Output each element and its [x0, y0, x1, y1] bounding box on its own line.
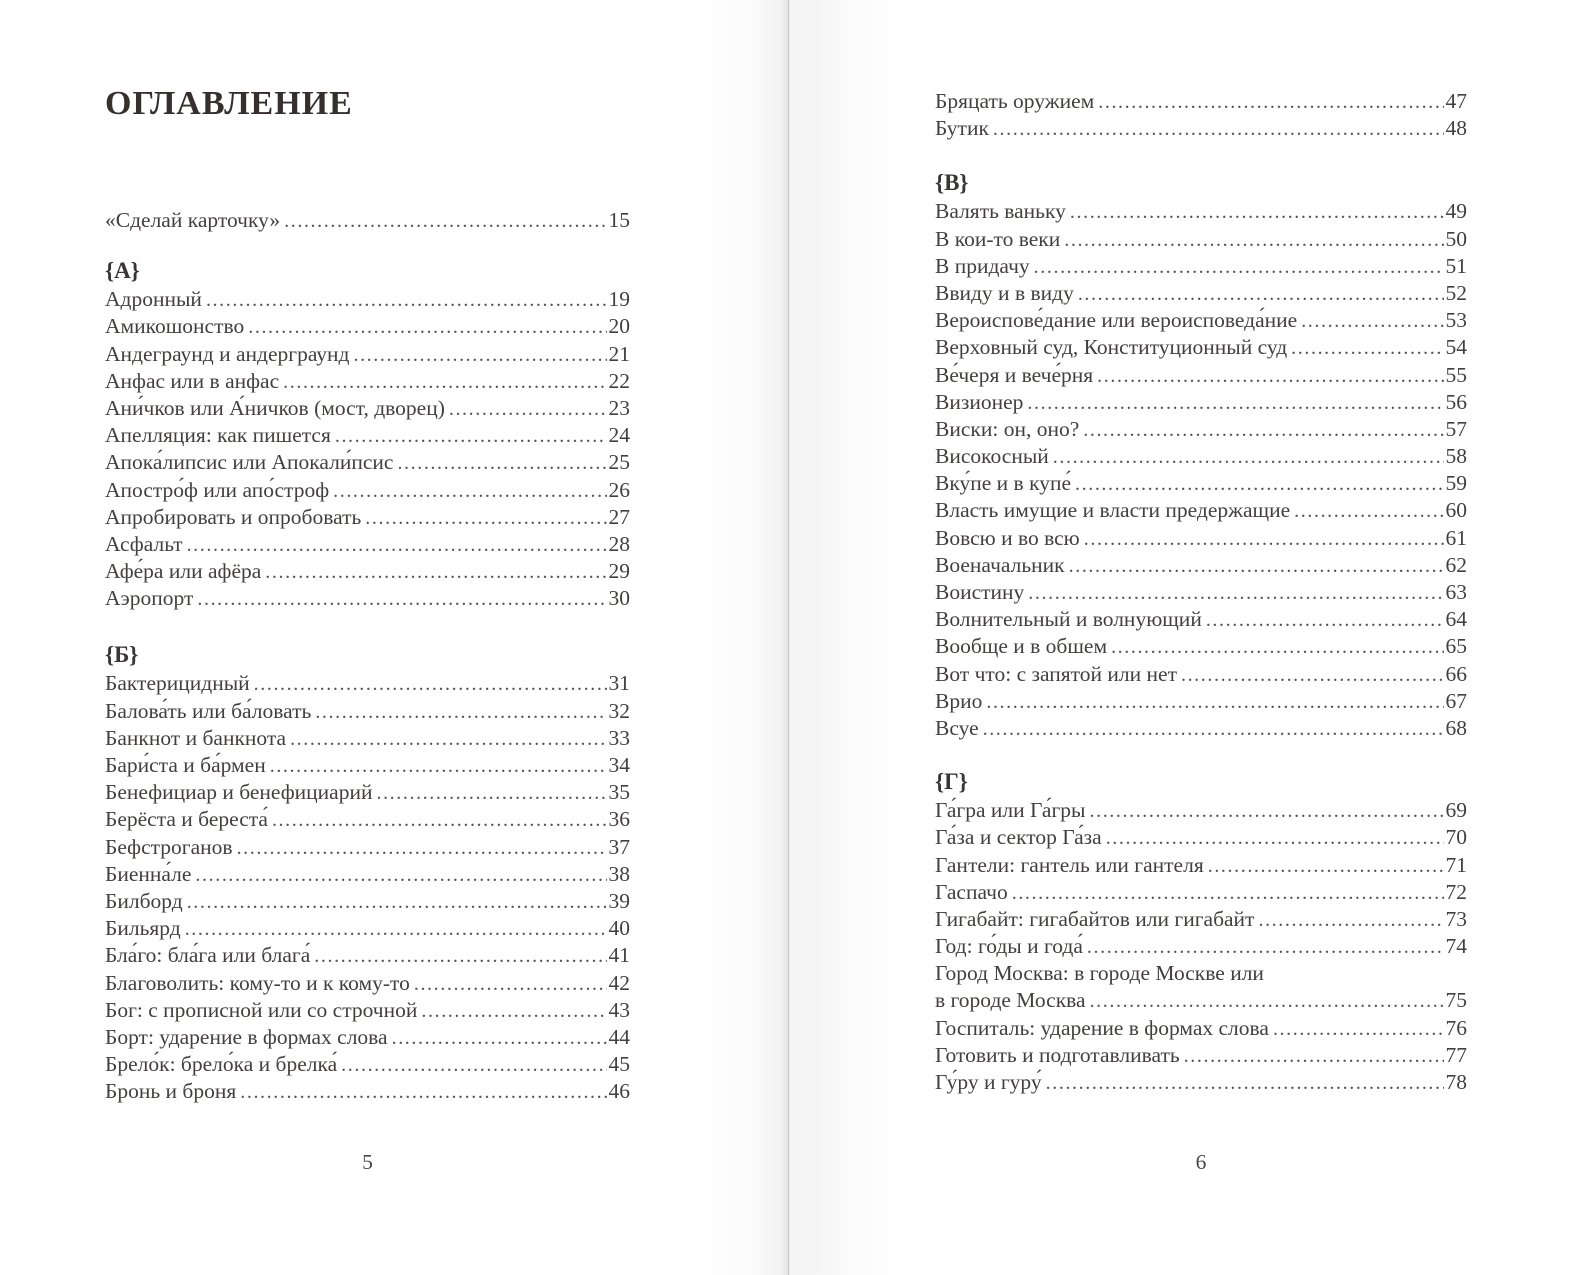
left-page-sections — [105, 207, 630, 1105]
toc-entry — [935, 661, 1467, 688]
toc-entry-page-number: 23 — [608, 395, 630, 420]
toc-entry — [935, 1015, 1467, 1042]
toc-entry-label: Бог: с прописной или со строчной — [105, 997, 418, 1022]
toc-entry-page-number: 55 — [1445, 362, 1467, 387]
toc-entry-label: Врио — [935, 688, 983, 713]
toc-dot-leader — [333, 477, 606, 504]
toc-entry — [105, 670, 630, 697]
toc-dot-leader — [1208, 852, 1444, 879]
toc-entry-page-number: 21 — [608, 341, 630, 366]
toc-entry — [935, 280, 1467, 307]
left-page-number: 5 — [362, 1150, 373, 1174]
toc-entry-label: Госпиталь: ударение в формах слова — [935, 1015, 1269, 1040]
toc-entry-label: Валять ваньку — [935, 199, 1066, 224]
toc-entry-page-number: 42 — [608, 970, 630, 995]
toc-entry-page-number: 41 — [608, 943, 630, 968]
toc-entry — [935, 497, 1467, 524]
toc-entry-label: Ве́черя и вече́рня — [935, 362, 1094, 387]
toc-entry-page-number: 49 — [1445, 199, 1467, 224]
toc-entry — [105, 915, 630, 942]
toc-dot-leader — [993, 115, 1444, 142]
toc-entry — [935, 579, 1467, 606]
toc-entry-label: Волнительный и волнующий — [935, 607, 1202, 632]
toc-dot-leader — [1090, 987, 1444, 1014]
toc-entry — [935, 198, 1467, 225]
toc-entry-page-number: 72 — [1445, 879, 1467, 904]
toc-dot-leader — [1083, 416, 1443, 443]
toc-section — [935, 168, 1467, 742]
toc-entry-page-number: 27 — [608, 504, 630, 529]
toc-entry — [105, 422, 630, 449]
toc-dot-leader — [1181, 661, 1444, 688]
right-page-top-margin — [935, 0, 1467, 88]
toc-entry — [105, 449, 630, 476]
toc-entry — [935, 253, 1467, 280]
toc-dot-leader — [270, 752, 607, 779]
toc-entry-label: Високосный — [935, 444, 1049, 469]
toc-dot-leader — [1111, 633, 1443, 660]
toc-entry-label: Бряцать оружием — [935, 89, 1095, 113]
section-heading: {Г} — [935, 769, 968, 795]
toc-entry-page-number: 76 — [1445, 1015, 1467, 1040]
toc-entry-label: Бронь и броня — [105, 1079, 237, 1104]
toc-section — [105, 256, 630, 612]
toc-dot-leader — [1090, 797, 1444, 824]
toc-entry-page-number: 71 — [1445, 852, 1467, 877]
toc-entry-page-number: 67 — [1445, 688, 1467, 713]
toc-entry-label: Готовить и подготавливать — [935, 1042, 1180, 1067]
toc-entry — [105, 725, 630, 752]
page-fold-shadow — [700, 0, 900, 1275]
toc-dot-leader — [314, 942, 606, 969]
toc-entry — [935, 552, 1467, 579]
toc-entry-label: Воистину — [935, 580, 1025, 604]
toc-dot-leader — [421, 997, 606, 1024]
toc-entry — [105, 313, 630, 340]
toc-entry-page-number: 56 — [1445, 389, 1467, 414]
toc-entry-label: Андеграунд и андерграунд — [105, 341, 350, 366]
toc-dot-leader — [1258, 906, 1443, 933]
toc-entry — [105, 861, 630, 888]
toc-entry — [105, 1078, 630, 1105]
toc-dot-leader — [1301, 307, 1443, 334]
toc-dot-leader — [1097, 362, 1443, 389]
toc-dot-leader — [237, 834, 607, 861]
toc-entry-page-number: 44 — [608, 1024, 630, 1049]
toc-entry-label: Билборд — [105, 888, 183, 913]
toc-entry-page-number: 38 — [608, 861, 630, 886]
toc-entry-page-number: 47 — [1445, 89, 1467, 113]
toc-entry-label: Вот что: с запятой или нет — [935, 661, 1177, 686]
toc-entry — [935, 389, 1467, 416]
toc-dot-leader — [284, 207, 606, 234]
toc-entry-page-number: 73 — [1445, 906, 1467, 931]
toc-entry — [105, 970, 630, 997]
toc-entry — [105, 806, 630, 833]
toc-dot-leader — [1070, 198, 1444, 225]
toc-entry — [105, 395, 630, 422]
toc-dot-leader — [290, 725, 606, 752]
toc-entry — [935, 906, 1467, 933]
toc-entry-page-number: 29 — [608, 559, 630, 584]
toc-entry-label: В кои-то веки — [935, 226, 1061, 251]
toc-entry-label: в городе Москва — [935, 988, 1086, 1013]
toc-entry-label: Апелляция: как пишется — [105, 423, 331, 448]
toc-dot-leader — [983, 715, 1444, 742]
toc-entry-page-number: 36 — [608, 807, 630, 832]
toc-entry — [105, 997, 630, 1024]
toc-entry-page-number: 64 — [1445, 607, 1467, 632]
toc-entry — [105, 942, 630, 969]
toc-entry-page-number: 69 — [1445, 798, 1467, 823]
toc-entry-page-number: 37 — [608, 834, 630, 859]
toc-entry-label: Гигабайт: гигабайтов или гигабайт — [935, 906, 1255, 931]
toc-entry — [105, 531, 630, 558]
toc-dot-leader — [986, 688, 1443, 715]
toc-entry — [935, 334, 1467, 361]
toc-entry — [105, 1024, 630, 1051]
toc-entry — [935, 879, 1467, 906]
toc-dot-leader — [397, 449, 606, 476]
toc-entry-label: Асфальт — [105, 531, 183, 556]
toc-section — [935, 88, 1467, 142]
toc-entry — [105, 558, 630, 585]
toc-entry-label: Амикошонство — [105, 314, 245, 339]
toc-entry — [105, 888, 630, 915]
toc-entry-page-number: 15 — [608, 208, 630, 232]
toc-entry-page-number: 26 — [608, 477, 630, 502]
toc-dot-leader — [365, 504, 606, 531]
toc-entry — [935, 824, 1467, 851]
toc-dot-leader — [187, 531, 607, 558]
toc-entry-page-number: 70 — [1445, 825, 1467, 850]
toc-entry-page-number: 46 — [608, 1079, 630, 1104]
toc-section — [935, 767, 1467, 1096]
toc-dot-leader — [248, 313, 606, 340]
toc-dot-leader — [1098, 88, 1443, 115]
toc-dot-leader — [206, 286, 607, 313]
toc-entry-label: Город Москва: в городе Москве или — [935, 961, 1264, 986]
toc-entry-label: Балова́ть или ба́ловать — [105, 698, 312, 723]
toc-entry-page-number: 20 — [608, 314, 630, 339]
toc-entry-page-number: 30 — [608, 586, 630, 611]
toc-entry-page-number: 40 — [608, 916, 630, 941]
toc-entry-page-number: 77 — [1445, 1042, 1467, 1067]
toc-dot-leader — [315, 698, 606, 725]
toc-entry-page-number: 62 — [1445, 552, 1467, 577]
toc-dot-leader — [1084, 525, 1444, 552]
toc-entry-page-number: 60 — [1445, 498, 1467, 523]
toc-dot-leader — [1053, 443, 1444, 470]
toc-entry-page-number: 63 — [1445, 580, 1467, 604]
toc-entry-label: Гу́ру и гуру́ — [935, 1070, 1042, 1094]
toc-dot-leader — [195, 861, 606, 888]
toc-dot-leader — [376, 779, 606, 806]
toc-dot-leader — [449, 395, 607, 422]
toc-entry — [935, 1069, 1467, 1096]
toc-entry-label: Вероиспове́дание или вероисповеда́ние — [935, 308, 1298, 333]
toc-dot-leader — [1069, 552, 1444, 579]
toc-dot-leader — [197, 585, 606, 612]
toc-entry-label: Военачальник — [935, 552, 1065, 577]
toc-entry-page-number: 66 — [1445, 661, 1467, 686]
toc-entry — [105, 752, 630, 779]
toc-entry-page-number: 59 — [1445, 471, 1467, 496]
toc-entry-label: Ани́чков или А́ничков (мост, дворец) — [105, 395, 445, 420]
toc-entry-label: Ввиду и в виду — [935, 280, 1074, 305]
toc-entry-label: Бари́ста и ба́рмен — [105, 753, 266, 777]
toc-entry — [935, 470, 1467, 497]
toc-entry-page-number: 52 — [1445, 280, 1467, 305]
toc-dot-leader — [240, 1078, 606, 1105]
toc-dot-leader — [1273, 1015, 1444, 1042]
toc-dot-leader — [254, 670, 607, 697]
toc-section — [105, 640, 630, 1105]
toc-entry-label: Бактерицидный — [105, 671, 250, 696]
toc-dot-leader — [187, 888, 607, 915]
toc-entry-label: Анфас или в анфас — [105, 368, 280, 393]
toc-entry-label: Бильярд — [105, 916, 181, 941]
toc-dot-leader — [283, 368, 606, 395]
toc-entry — [935, 88, 1467, 115]
toc-dot-leader — [353, 341, 606, 368]
toc-entry-page-number: 25 — [608, 450, 630, 475]
toc-entry-page-number: 74 — [1445, 934, 1467, 959]
toc-entry-page-number: 24 — [608, 423, 630, 448]
toc-entry — [935, 852, 1467, 879]
toc-entry-label: Банкнот и банкнота — [105, 725, 287, 750]
toc-entry-label: Виски: он, оно? — [935, 416, 1080, 441]
toc-entry — [935, 525, 1467, 552]
toc-dot-leader — [1078, 280, 1444, 307]
toc-dot-leader — [1075, 470, 1443, 497]
toc-entry — [935, 307, 1467, 334]
toc-entry — [105, 477, 630, 504]
toc-entry-label: Вовсю и во всю — [935, 525, 1080, 550]
section-heading: {А} — [105, 258, 140, 284]
toc-entry-label: Власть имущие и власти предержащие — [935, 498, 1291, 523]
toc-dot-leader — [1206, 606, 1444, 633]
toc-entry — [935, 115, 1467, 142]
toc-entry-page-number: 43 — [608, 997, 630, 1022]
toc-entry-label: Аэропорт — [105, 586, 194, 611]
toc-entry-label: Биенна́ле — [105, 861, 192, 886]
toc-entry-page-number: 39 — [608, 888, 630, 913]
toc-entry-label: Гаспачо — [935, 879, 1008, 904]
toc-entry-label: Благоволить: кому-то и к кому-то — [105, 970, 410, 995]
left-page — [105, 0, 630, 1275]
toc-entry-page-number: 51 — [1445, 253, 1467, 278]
toc-dot-leader — [414, 970, 607, 997]
toc-entry-label: Бла́го: бла́га или блага́ — [105, 943, 311, 968]
toc-entry-label: Апостро́ф или апо́строф — [105, 477, 330, 502]
toc-dot-leader — [1106, 824, 1444, 851]
toc-entry-page-number: 33 — [608, 725, 630, 750]
toc-entry-label: В придачу — [935, 253, 1030, 278]
toc-title: ОГЛАВЛЕНИЕ — [105, 85, 353, 122]
toc-entry — [105, 341, 630, 368]
toc-entry-label: Вку́пе и в купе́ — [935, 471, 1072, 496]
toc-dot-leader — [1012, 879, 1444, 906]
toc-section — [105, 207, 630, 234]
toc-dot-leader — [1028, 579, 1443, 606]
toc-entry-page-number: 78 — [1445, 1070, 1467, 1094]
toc-dot-leader — [1291, 334, 1443, 361]
toc-entry-label: Апробировать и опробовать — [105, 504, 362, 529]
toc-dot-leader — [341, 1051, 606, 1078]
toc-entry-label: «Сделай карточку» — [105, 208, 281, 232]
section-heading: {Б} — [105, 642, 139, 668]
toc-dot-leader — [1294, 497, 1443, 524]
toc-entry-page-number: 22 — [608, 368, 630, 393]
toc-dot-leader — [1027, 389, 1443, 416]
toc-dot-leader — [272, 806, 607, 833]
toc-entry — [935, 933, 1467, 960]
toc-entry-label: Афе́ра или афёра — [105, 559, 262, 584]
toc-entry-page-number: 48 — [1445, 116, 1467, 141]
toc-entry-page-number: 34 — [608, 753, 630, 777]
toc-entry-page-number: 75 — [1445, 988, 1467, 1013]
toc-entry — [935, 416, 1467, 443]
toc-entry-label: Брело́к: брело́ка и брелка́ — [105, 1052, 338, 1077]
toc-entry-label: Адронный — [105, 287, 202, 312]
toc-entry-label: Га́гра или Га́гры — [935, 798, 1086, 823]
toc-entry — [105, 207, 630, 234]
toc-dot-leader — [1046, 1069, 1444, 1096]
toc-entry-label: Апока́липсис или Апокали́псис — [105, 450, 394, 475]
toc-entry — [105, 286, 630, 313]
toc-entry-page-number: 65 — [1445, 634, 1467, 659]
toc-dot-leader — [185, 915, 607, 942]
toc-entry-page-number: 61 — [1445, 525, 1467, 550]
toc-entry — [105, 698, 630, 725]
toc-entry — [935, 1042, 1467, 1069]
toc-dot-leader — [1034, 253, 1444, 280]
toc-entry — [935, 960, 1467, 987]
toc-entry-label: Вообще и в обшем — [935, 634, 1108, 659]
toc-entry-label: Гантели: гантель или гантеля — [935, 852, 1204, 877]
right-page-sections — [935, 88, 1467, 1096]
toc-entry-page-number: 57 — [1445, 416, 1467, 441]
toc-entry-page-number: 54 — [1445, 335, 1467, 360]
toc-entry-label: Га́за и сектор Га́за — [935, 825, 1102, 850]
right-page — [935, 0, 1467, 1275]
toc-entry-page-number: 50 — [1445, 226, 1467, 251]
toc-entry-page-number: 28 — [608, 531, 630, 556]
toc-entry — [935, 797, 1467, 824]
toc-entry-page-number: 31 — [608, 671, 630, 696]
toc-dot-leader — [392, 1024, 607, 1051]
toc-entry — [105, 779, 630, 806]
toc-dot-leader — [335, 422, 607, 449]
toc-entry — [935, 362, 1467, 389]
page-fold-line — [788, 0, 789, 1275]
toc-entry — [935, 443, 1467, 470]
toc-entry — [935, 987, 1467, 1014]
toc-entry-label: Бенефициар и бенефициарий — [105, 780, 373, 805]
toc-entry — [935, 606, 1467, 633]
toc-entry-page-number: 53 — [1445, 308, 1467, 333]
toc-entry-label: Бутик — [935, 116, 989, 141]
toc-entry-label: Год: го́ды и года́ — [935, 934, 1083, 959]
toc-entry-page-number: 35 — [608, 780, 630, 805]
toc-entry-page-number: 68 — [1445, 715, 1467, 740]
toc-entry-page-number: 45 — [608, 1052, 630, 1077]
toc-entry — [935, 226, 1467, 253]
toc-entry — [105, 504, 630, 531]
toc-entry-label: Всуе — [935, 715, 979, 740]
toc-entry — [105, 368, 630, 395]
toc-entry-label: Визионер — [935, 389, 1024, 414]
toc-entry — [105, 585, 630, 612]
toc-entry — [935, 688, 1467, 715]
right-page-number: 6 — [1195, 1150, 1207, 1174]
toc-entry-page-number: 32 — [608, 698, 630, 723]
toc-entry-label: Берёста и береста́ — [105, 807, 268, 832]
toc-entry-label: Борт: ударение в формах слова — [105, 1024, 388, 1049]
toc-entry — [935, 715, 1467, 742]
toc-entry-page-number: 19 — [608, 287, 630, 312]
toc-entry — [105, 1051, 630, 1078]
toc-dot-leader — [1064, 226, 1443, 253]
toc-dot-leader — [265, 558, 606, 585]
toc-entry — [105, 834, 630, 861]
toc-entry-label: Бефстроганов — [105, 834, 233, 859]
toc-dot-leader — [1184, 1042, 1444, 1069]
toc-entry-page-number: 58 — [1445, 444, 1467, 469]
section-heading: {В} — [935, 170, 969, 196]
toc-entry-label: Верховный суд, Конституционный суд — [935, 335, 1288, 360]
toc-entry — [935, 633, 1467, 660]
toc-dot-leader — [1087, 933, 1444, 960]
